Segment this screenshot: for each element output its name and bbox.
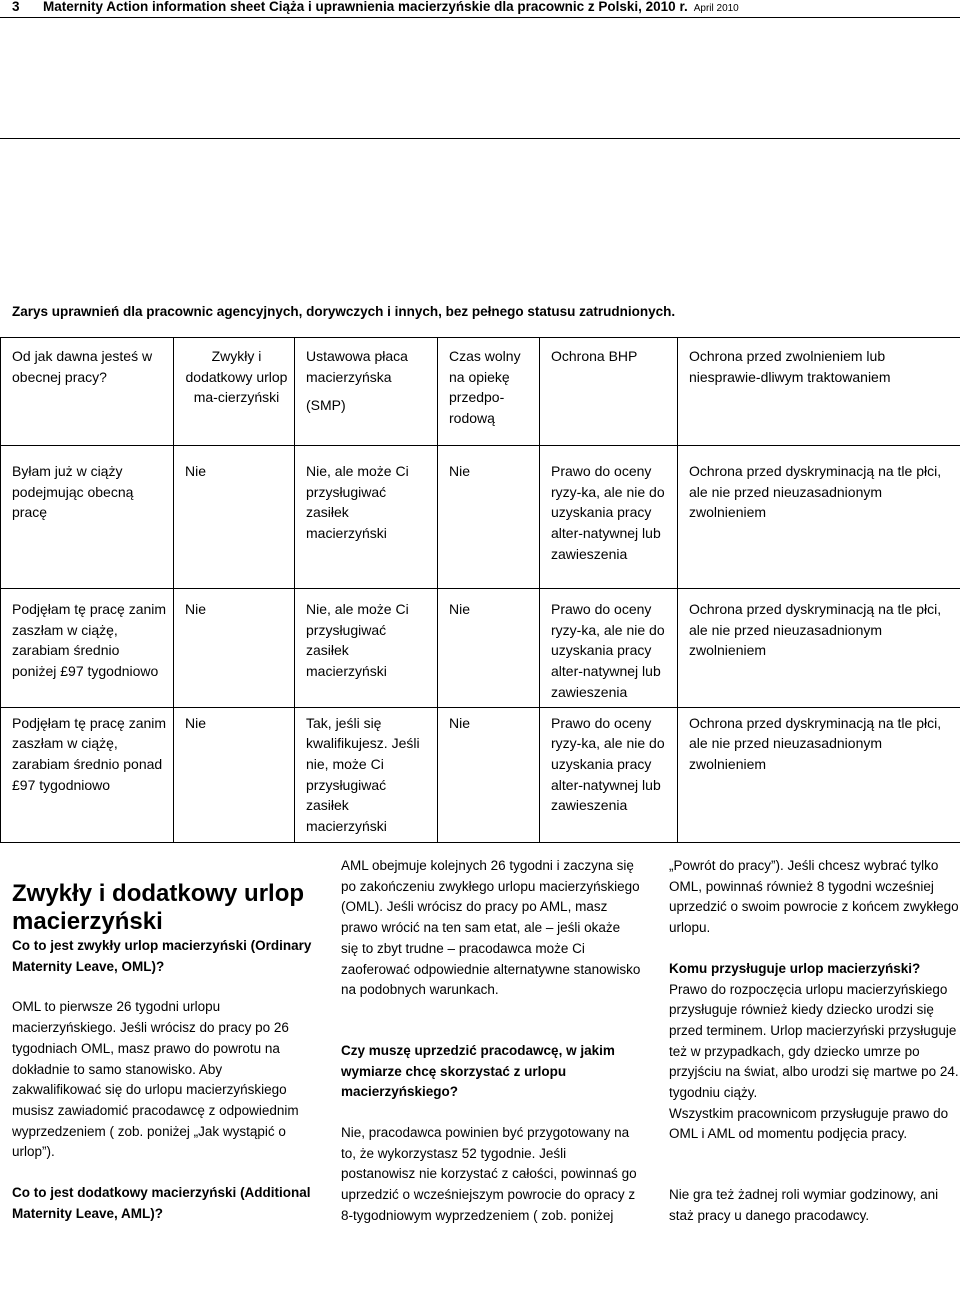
- header-title-text: Maternity Action information sheet Ciąża i uprawnienia macierzyńskie dla pracownic z Polski, 2010 r.: [43, 0, 688, 14]
- header-title: [43, 0, 739, 16]
- header-cell-dismissal: Ochrona przed zwolnieniem lub niesprawie-dliwym traktowaniem: [678, 338, 960, 446]
- header-cell-smp-label: Ustawowa płaca macierzyńska: [306, 348, 408, 385]
- question-heading: Co to jest zwykły urlop macierzyński (Ordinary Maternity Leave, OML)?: [12, 938, 312, 974]
- question-heading: Co to jest dodatkowy macierzyński (Additional Maternity Leave, AML)?: [12, 1185, 311, 1221]
- row-cell-health-safety: Prawo do oceny ryzy-ka, ale nie do uzyskania pracy alter-natywnej lub zawieszenia: [540, 707, 678, 842]
- row-cell-leave: Nie: [174, 589, 295, 708]
- row-cell-leave: Nie: [174, 707, 295, 842]
- row-cell-tenure: Podjęłam tę pracę zanim zaszłam w ciążę, zarabiam średnio poniżej £97 tygodniowo: [1, 589, 174, 708]
- text-column-2: [341, 856, 641, 1227]
- paragraph: AML obejmuje kolejnych 26 tygodni i zaczyna się po zakończeniu zwykłego urlopu macierzyńskiego (OML). Jeśli wrócisz do pracy po AML, masz prawo wrócić na ten sam etat, ale – jeśli okaże się to zbyt trudne – pracodawca może Ci zaoferować odpowiednie alternatywne stanowisko na podobnych warunkach.: [341, 858, 641, 998]
- table-row: [1, 446, 960, 589]
- table-row: [1, 707, 960, 842]
- entitlements-table: [0, 337, 960, 843]
- header-divider: [0, 138, 960, 139]
- row-cell-tenure: Byłam już w ciąży podejmując obecną pracę: [1, 446, 174, 589]
- header-cell-tenure: Od jak dawna jesteś w obecnej pracy?: [1, 338, 174, 446]
- question-heading: Czy muszę uprzedzić pracodawcę, w jakim wymiarze chcę skorzystać z urlopu macierzyńskiego?: [341, 1042, 615, 1100]
- row-cell-dismissal: Ochrona przed dyskryminacją na tle płci, ale nie przed nieuzasadnionym zwolnieniem: [678, 446, 960, 589]
- row-cell-smp: Nie, ale może Ci przysługiwać zasiłek macierzyński: [295, 589, 438, 708]
- header-cell-smp: [295, 338, 438, 446]
- page-number: 3: [12, 0, 20, 14]
- row-cell-tenure: Podjęłam tę pracę zanim zaszłam w ciążę, zarabiam średnio ponad £97 tygodniowo: [1, 707, 174, 842]
- row-cell-dismissal: Ochrona przed dyskryminacją na tle płci, ale nie przed nieuzasadnionym zwolnieniem: [678, 589, 960, 708]
- row-cell-antenatal: Nie: [438, 589, 540, 708]
- paragraph: „Powrót do pracy”). Jeśli chcesz wybrać tylko OML, powinnaś również 8 tygodni wcześniej uprzedzić o swoim powrocie z końcem zwykłego urlopu.: [669, 858, 959, 936]
- text-column-3: [669, 856, 960, 1227]
- table-intro-heading: Zarys uprawnień dla pracownic agencyjnych, dorywczych i innych, bez pełnego statusu zatrudnionych.: [12, 304, 676, 319]
- row-cell-smp: Nie, ale może Ci przysługiwać zasiłek macierzyński: [295, 446, 438, 589]
- table-row: [1, 589, 960, 708]
- paragraph: Nie, pracodawca powinien być przygotowany na to, że wykorzystasz 52 tygodnie. Jeśli postanowisz nie korzystać z całości, powinnaś go uprzedzić o wcześniejszym powrocie do opracy z 8-tygodniowym wyprzedzeniem ( zob. poniżej: [341, 1125, 637, 1223]
- row-cell-leave: Nie: [174, 446, 295, 589]
- page-header: [0, 0, 960, 18]
- paragraph: OML to pierwsze 26 tygodni urlopu macierzyńskiego. Jeśli wrócisz do pracy po 26 tygodniach OML, masz prawo do powrotu na dokładnie to samo stanowisko. Aby zakwalifikować się do urlopu macierzyńskiego musisz zawiadomić pracodawcę z odpowiednim wyprzedzeniem ( zob. poniżej „Jak wystąpić o urlop”).: [12, 999, 299, 1160]
- text-column-1: [12, 880, 312, 1224]
- section-heading: Zwykły i dodatkowy urlop macierzyński: [12, 880, 305, 935]
- header-cell-smp-abbr: (SMP): [306, 397, 346, 414]
- header-cell-health-safety: Ochrona BHP: [540, 338, 678, 446]
- row-cell-smp: Tak, jeśli się kwalifikujesz. Jeśli nie, może Ci przysługiwać zasiłek macierzyński: [295, 707, 438, 842]
- row-cell-health-safety: Prawo do oceny ryzy-ka, ale nie do uzyskania pracy alter-natywnej lub zawieszenia: [540, 589, 678, 708]
- table-header-row: [1, 338, 960, 446]
- paragraph: Nie gra też żadnej roli wymiar godzinowy, ani staż pracy u danego pracodawcy.: [669, 1187, 939, 1223]
- row-cell-dismissal: Ochrona przed dyskryminacją na tle płci, ale nie przed nieuzasadnionym zwolnieniem: [678, 707, 960, 842]
- row-cell-health-safety: Prawo do oceny ryzy-ka, ale nie do uzyskania pracy alter-natywnej lub zawieszenia: [540, 446, 678, 589]
- row-cell-antenatal: Nie: [438, 446, 540, 589]
- paragraph: Prawo do rozpoczęcia urlopu macierzyńskiego przysługuje również kiedy dziecko urodzi się przed terminem. Urlop macierzyński przysługuje też w przypadkach, gdy dziecko umrze po przyjściu na świat, albo urodzi się martwe po 24. tygodniu ciąży.: [669, 981, 959, 1101]
- header-cell-antenatal: Czas wolny na opiekę przedpo-rodową: [438, 338, 540, 446]
- question-heading: Komu przysługuje urlop macierzyński?: [669, 960, 921, 976]
- header-date: April 2010: [693, 3, 739, 14]
- header-cell-leave: Zwykły i dodatkowy urlop ma-cierzyński: [174, 338, 295, 446]
- paragraph: Wszystkim pracownicom przysługuje prawo do OML i AML od momentu podjęcia pracy.: [669, 1105, 949, 1142]
- row-cell-antenatal: Nie: [438, 707, 540, 842]
